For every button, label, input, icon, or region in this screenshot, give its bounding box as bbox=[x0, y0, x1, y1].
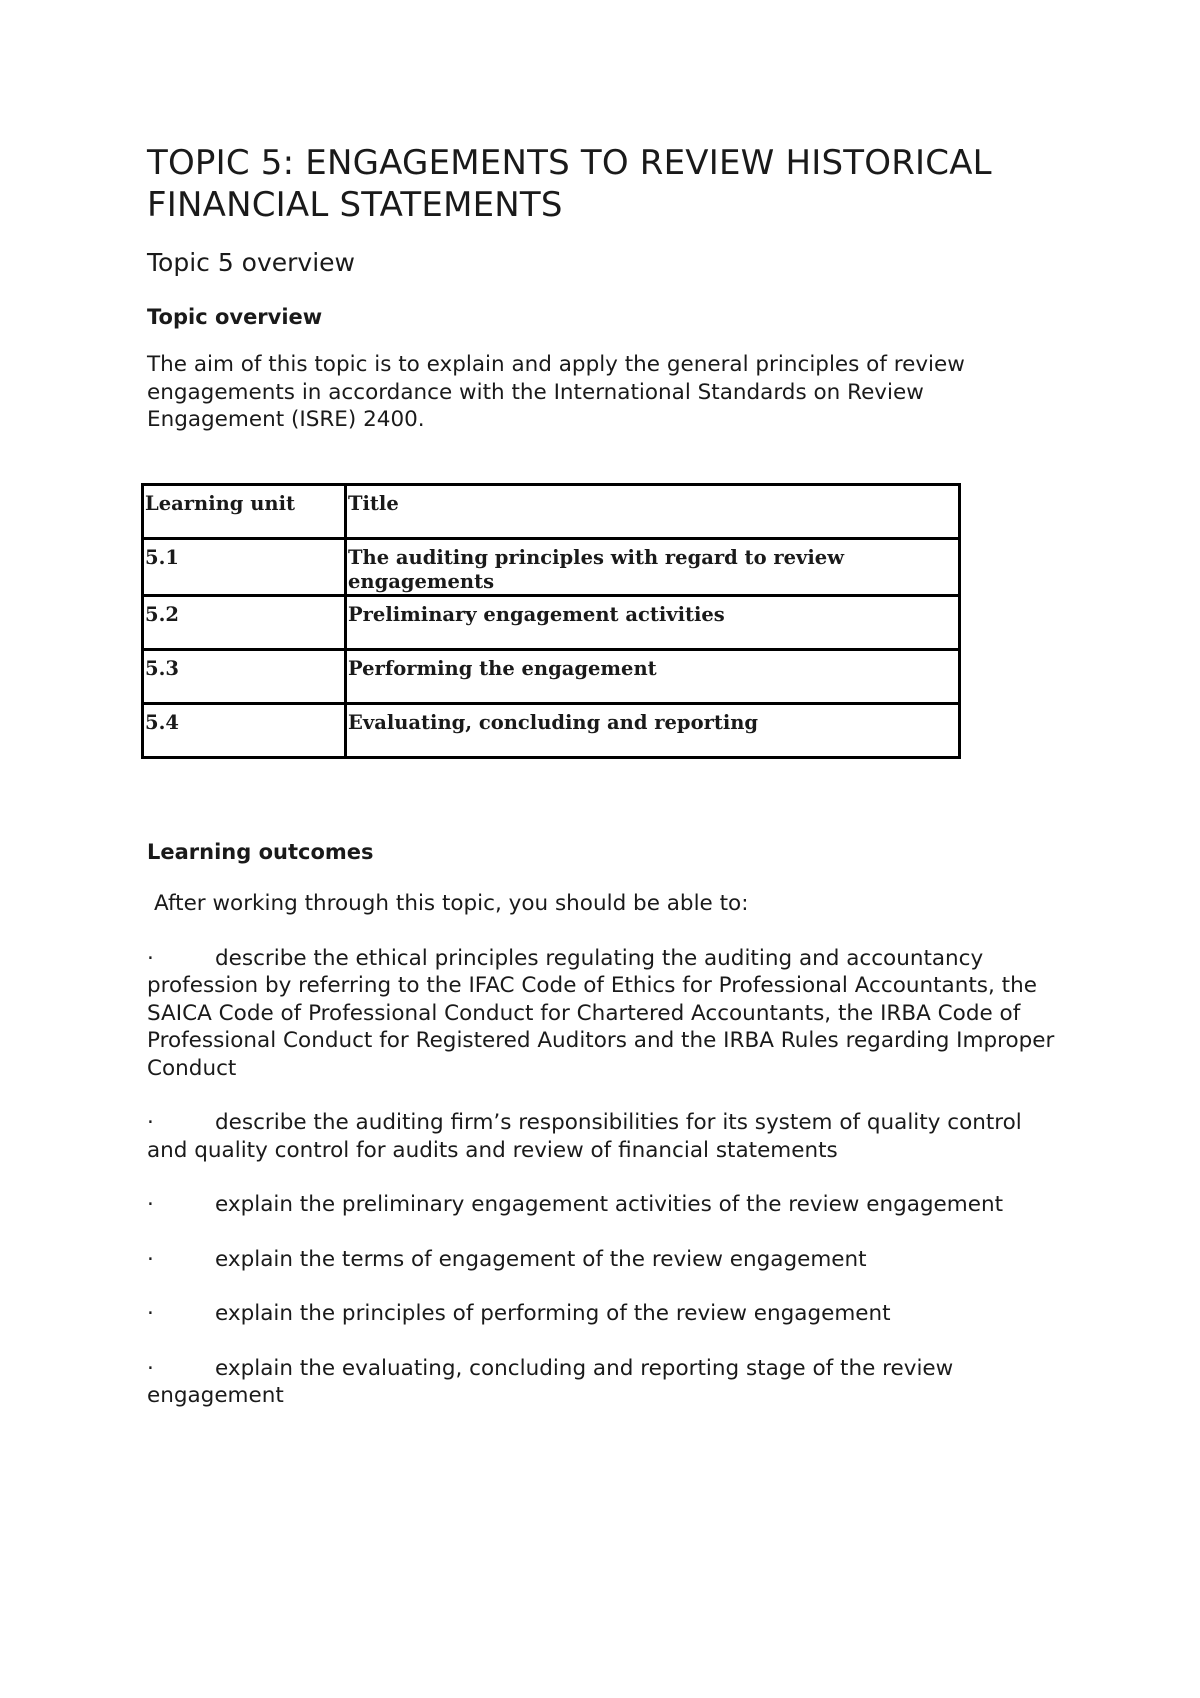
list-item bbox=[147, 945, 1067, 1083]
table-header-cell: Learning unit bbox=[143, 485, 346, 539]
list-item bbox=[147, 1109, 1067, 1164]
bullet-icon: · bbox=[147, 945, 154, 971]
list-item-text: explain the evaluating, concluding and reporting stage of the review engagement bbox=[147, 1355, 954, 1408]
bullet-icon: · bbox=[147, 1355, 154, 1381]
list-item-text: describe the ethical principles regulating the auditing and accountancy profession by referring to the IFAC Code of Ethics for Professional Accountants, the SAICA Code of Professional Conduct for Chartered Accountants, the IRBA Code of Professional Conduct for Registered Auditors and the IRBA Rules regarding Improper Conduct bbox=[147, 945, 1055, 1081]
learning-units-table bbox=[141, 483, 961, 759]
unit-number-cell: 5.4 bbox=[143, 704, 346, 758]
learning-outcomes-heading: Learning outcomes bbox=[147, 840, 374, 864]
bullet-icon: · bbox=[147, 1192, 154, 1217]
list-item bbox=[147, 1300, 1067, 1328]
unit-number-cell: 5.1 bbox=[143, 539, 346, 596]
table-header-row bbox=[143, 485, 960, 539]
list-item-text: describe the auditing firm’s responsibilities for its system of quality control and quality control for audits and review of financial statements bbox=[147, 1110, 1022, 1163]
unit-number-cell: 5.3 bbox=[143, 650, 346, 704]
list-item bbox=[147, 1355, 1067, 1410]
bullet-icon: · bbox=[147, 1301, 154, 1326]
bullet-icon: · bbox=[147, 1246, 154, 1272]
unit-title-cell: The auditing principles with regard to review engagements bbox=[346, 539, 960, 596]
aim-paragraph: The aim of this topic is to explain and apply the general principles of review engagements in accordance with the International Standards on Review Engagement (ISRE) 2400. bbox=[147, 352, 965, 432]
learning-outcomes-section bbox=[147, 838, 1067, 1410]
table-row bbox=[143, 596, 960, 650]
table-row bbox=[143, 650, 960, 704]
list-item-text: explain the terms of engagement of the review engagement bbox=[215, 1246, 867, 1272]
unit-number-cell: 5.2 bbox=[143, 596, 346, 650]
unit-title-cell: Evaluating, concluding and reporting bbox=[346, 704, 960, 758]
unit-title-cell: Preliminary engagement activities bbox=[346, 596, 960, 650]
list-item-text: explain the preliminary engagement activities of the review engagement bbox=[215, 1192, 1003, 1217]
table-row bbox=[143, 539, 960, 596]
document-header bbox=[147, 142, 1067, 434]
list-item-text: explain the principles of performing of the review engagement bbox=[215, 1301, 891, 1326]
list-item bbox=[147, 1246, 1067, 1274]
overview-heading: Topic 5 overview bbox=[147, 248, 355, 277]
topic-overview-heading: Topic overview bbox=[147, 305, 323, 329]
outcomes-intro: After working through this topic, you should be able to: bbox=[154, 891, 749, 916]
table-row bbox=[143, 704, 960, 758]
table-header-cell: Title bbox=[346, 485, 960, 539]
bullet-icon: · bbox=[147, 1110, 154, 1135]
unit-title-cell: Performing the engagement bbox=[346, 650, 960, 704]
list-item bbox=[147, 1191, 1067, 1219]
document-title: TOPIC 5: ENGAGEMENTS TO REVIEW HISTORICAL FINANCIAL STATEMENTS bbox=[147, 143, 992, 225]
